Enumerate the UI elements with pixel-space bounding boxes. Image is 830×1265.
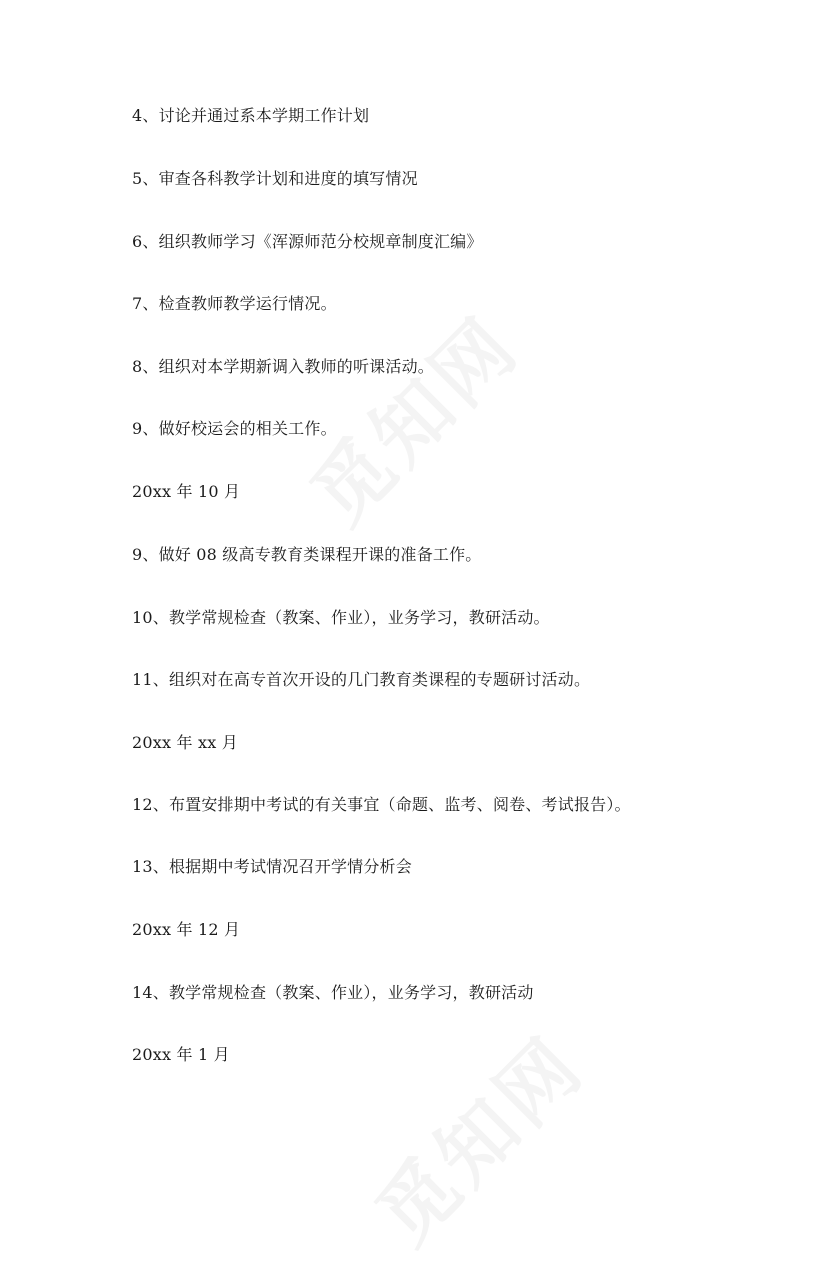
document-month-heading-dec: 20xx 年 12 月: [132, 920, 241, 939]
document-line-item-11: 11、组织对在高专首次开设的几门教育类课程的专题研讨活动。: [132, 670, 591, 689]
document-line-item-10: 10、教学常规检查（教案、作业），业务学习，教研活动。: [132, 608, 550, 627]
document-line-item-6: 6、组织教师学习《浑源师范分校规章制度汇编》: [132, 232, 483, 251]
document-month-heading-xx: 20xx 年 xx 月: [132, 733, 238, 752]
document-line-item-9: 9、做好校运会的相关工作。: [132, 419, 337, 438]
watermark: [347, 1007, 604, 1264]
document-month-heading-oct: 20xx 年 10 月: [132, 482, 241, 501]
document-line-item-7: 7、检查教师教学运行情况。: [132, 294, 337, 313]
document-line-item-13: 13、根据期中考试情况召开学情分析会: [132, 857, 412, 876]
document-line-item-5: 5、审查各科教学计划和进度的填写情况: [132, 169, 418, 188]
document-line-item-9b: 9、做好 08 级高专教育类课程开课的准备工作。: [132, 545, 482, 564]
document-line-item-14: 14、教学常规检查（教案、作业），业务学习，教研活动: [132, 983, 534, 1002]
document-line-item-8: 8、组织对本学期新调入教师的听课活动。: [132, 357, 434, 376]
document-line-item-12: 12、布置安排期中考试的有关事宜（命题、监考、阅卷、考试报告）。: [132, 795, 631, 814]
watermark: [282, 287, 539, 544]
document-month-heading-jan: 20xx 年 1 月: [132, 1045, 230, 1064]
document-line-item-4: 4、讨论并通过系本学期工作计划: [132, 106, 370, 125]
